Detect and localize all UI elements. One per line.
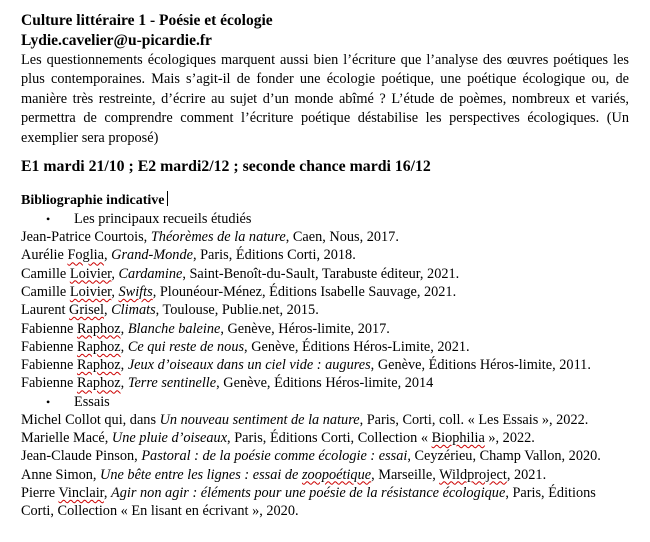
document-page: [21, 11, 629, 520]
recueil-entry: [21, 374, 629, 392]
entry-separator: ,: [104, 247, 112, 264]
entry-author: Jean-Claude Pinson,: [21, 448, 142, 465]
entry-details: , Toulouse, Publie.net, 2015.: [155, 302, 319, 319]
entry-title: Blanche baleine: [127, 320, 221, 337]
entry-details: », 2022.: [484, 430, 535, 446]
entry-author: Aurélie: [21, 247, 68, 264]
entry-title: Ce qui reste de nous: [127, 338, 245, 355]
entry-author: Camille: [21, 283, 70, 300]
section-recueils-label: Les principaux recueils étudiés: [74, 211, 252, 228]
spellcheck-flagged-word[interactable]: Loivier: [69, 265, 112, 282]
text-cursor: [167, 191, 168, 206]
spellcheck-flagged-word[interactable]: Raphoz: [76, 320, 121, 337]
entry-separator: ,: [103, 302, 112, 319]
recueil-entry: [21, 356, 629, 374]
entry-title: Une pluie d’oiseaux: [111, 430, 228, 446]
section-essais: [21, 393, 629, 411]
entry-author: Fabienne: [21, 320, 77, 337]
entry-separator: ,: [120, 320, 128, 337]
entry-author: Michel Collot qui, dans: [21, 411, 160, 428]
entry-details: , Paris, Éditions Corti, 2018.: [192, 247, 356, 264]
recueil-entry: [21, 228, 629, 246]
entry-details: , Genève, Éditions Héros-limite, 2011.: [370, 357, 591, 374]
entry-details: , Paris, Corti, coll. « Les Essais », 2022.: [359, 411, 589, 428]
entry-title: Swifts: [118, 283, 153, 300]
entry-author: Jean-Patrice Courtois,: [21, 229, 151, 246]
entry-title: Terre sentinelle: [127, 375, 217, 392]
exam-dates: E1 mardi 21/10 ; E2 mardi2/12 ; seconde chance mardi 16/12: [21, 158, 431, 176]
spellcheck-flagged-word[interactable]: zoopoétique: [301, 466, 372, 483]
entry-author: Marielle Macé,: [21, 430, 112, 446]
section-essais-label: Essais: [74, 393, 110, 410]
entry-title: Jeux d’oiseaux dans un ciel vide : augures: [127, 357, 371, 374]
bibliography-heading: [21, 191, 629, 210]
spellcheck-flagged-word[interactable]: Grisel: [69, 302, 104, 319]
entry-details: , Saint-Benoît-du-Sault, Tarabuste éditeur, 2021.: [182, 265, 460, 282]
entry-details: , Paris, Éditions Corti, Collection «: [227, 430, 432, 446]
spellcheck-flagged-word[interactable]: Biophilia: [431, 430, 485, 446]
entry-author: Fabienne: [21, 338, 77, 355]
spellcheck-flagged-word[interactable]: Wildproject: [439, 466, 507, 483]
entry-author: Pierre: [21, 484, 59, 501]
entry-separator: ,: [111, 265, 119, 282]
entry-separator: ,: [120, 338, 128, 355]
entry-separator: ,: [111, 283, 119, 300]
entry-title: Un nouveau sentiment de la nature: [159, 411, 360, 428]
entry-author: Camille: [21, 265, 70, 282]
entry-details: , Caen, Nous, 2017.: [285, 229, 399, 246]
entry-details: , Genève, Héros-limite, 2017.: [220, 320, 390, 337]
entry-title: Cardamine: [118, 265, 183, 282]
entry-separator: ,: [103, 484, 112, 501]
essai-entry: [21, 484, 629, 521]
entry-title: Pastoral : de la poésie comme écologie : essai: [141, 448, 408, 465]
entry-title: Une bête entre les lignes : essai de: [100, 466, 302, 483]
entry-details: , 2021.: [506, 466, 547, 483]
course-title: Culture littéraire 1 - Poésie et écologie: [21, 12, 273, 29]
entry-separator: ,: [120, 357, 128, 374]
essai-entry: [21, 429, 629, 447]
entry-details: , Ceyzérieu, Champ Vallon, 2020.: [407, 448, 601, 465]
spellcheck-flagged-word[interactable]: Raphoz: [76, 338, 121, 355]
section-recueils: [21, 210, 629, 228]
entry-title: Agir non agir : éléments pour une poésie de la résistance écologique: [111, 484, 506, 501]
bullet-icon: •: [46, 394, 51, 409]
recueil-entry: [21, 283, 629, 301]
spellcheck-flagged-word[interactable]: Raphoz: [76, 375, 121, 392]
entry-title: Théorèmes de la nature: [150, 229, 286, 246]
entry-details: , Marseille,: [371, 466, 440, 483]
spellcheck-flagged-word[interactable]: Raphoz: [76, 357, 121, 374]
course-description: Les questionnements écologiques marquent aussi bien l’écriture que l’analyse des œuvres poétiques les plus contemporaines. Mais s’agit-il de fonder une écologie poétique, une poétique écologique ou, de manière très restreinte, d’écrire au sujet d’un monde abîmé ? L’étude de poèmes, nombreux et variés, permettra de comprendre comment l’écriture poétique déstabilise les perspectives écologiques. (Un exemplier sera proposé): [21, 52, 629, 146]
spellcheck-flagged-word[interactable]: Vinclair: [58, 484, 104, 501]
recueil-entry: [21, 246, 629, 264]
bibliography-heading-text: Bibliographie indicative: [21, 193, 165, 209]
contact-email: Lydie.cavelier@u-picardie.fr: [21, 32, 212, 49]
recueil-entry: [21, 301, 629, 319]
entry-author: Laurent: [21, 302, 70, 319]
essai-entry: [21, 466, 629, 484]
essai-entry: [21, 411, 629, 429]
entry-title: Grand-Monde: [111, 247, 193, 264]
spellcheck-flagged-word[interactable]: Foglia: [67, 247, 104, 264]
entry-details: , Genève, Éditions Héros-limite, 2014: [216, 375, 434, 392]
recueil-entry: [21, 320, 629, 338]
entry-details: , Plounéour-Ménez, Éditions Isabelle Sauvage, 2021.: [152, 283, 457, 300]
entry-separator: ,: [120, 375, 128, 392]
recueil-entry: [21, 338, 629, 356]
entry-author: Anne Simon,: [21, 466, 101, 483]
entry-details: , Genève, Éditions Héros-Limite, 2021.: [244, 338, 470, 355]
essai-entry: [21, 447, 629, 465]
entry-author: Fabienne: [21, 375, 77, 392]
recueil-entry: [21, 265, 629, 283]
bullet-icon: •: [46, 212, 51, 227]
entry-title: Climats: [111, 302, 156, 319]
entry-details: , Paris, Éditions Corti, Collection « En lisant en écrivant », 2020.: [21, 484, 596, 520]
entry-author: Fabienne: [21, 357, 77, 374]
spellcheck-flagged-word[interactable]: Loivier: [69, 283, 112, 300]
